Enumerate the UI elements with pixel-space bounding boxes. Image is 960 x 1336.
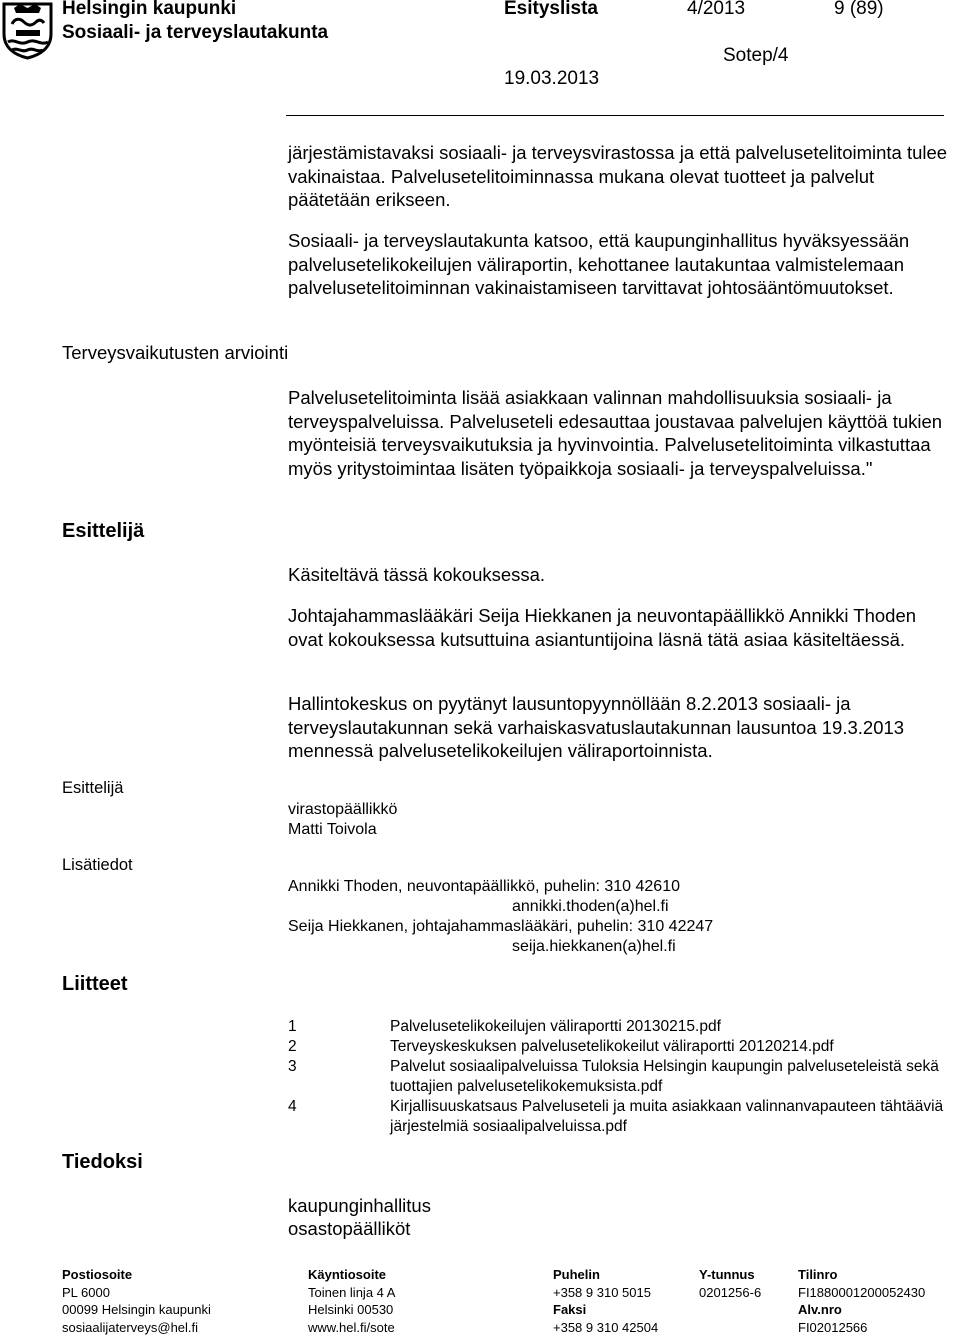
footer-account xyxy=(798,1266,925,1336)
footer-line: Toinen linja 4 A xyxy=(308,1284,395,1302)
attachment-number: 1 xyxy=(288,1017,390,1037)
page-number: 9 (89) xyxy=(834,0,884,20)
recipient: kaupunginhallitus xyxy=(288,1194,431,1217)
footer-line: Helsinki 00530 xyxy=(308,1301,395,1319)
side-heading-more-info: Lisätiedot xyxy=(62,856,133,875)
side-heading-attachments: Liitteet xyxy=(62,973,128,996)
footer-heading: Alv.nro xyxy=(798,1301,925,1319)
paragraph-6: Hallintokeskus on pyytänyt lausuntopyynnöllään 8.2.2013 sosiaali- ja terveyslautakunnan sekä varhaiskasvatuslautakunnan lausuntoa 19.3.2013 mennessä palvelusetelikokeilujen väliraportoinnista. xyxy=(288,692,948,763)
footer-visiting-address xyxy=(308,1266,395,1336)
footer-phone-number: +358 9 310 5015 xyxy=(553,1284,658,1302)
side-heading-for-information: Tiedoksi xyxy=(62,1151,143,1174)
header-divider xyxy=(286,115,944,116)
footer-heading: Y-tunnus xyxy=(699,1266,761,1284)
attachment-number: 2 xyxy=(288,1037,390,1057)
footer-line: PL 6000 xyxy=(62,1284,211,1302)
meeting-date: 19.03.2013 xyxy=(504,68,599,90)
recipient: osastopäälliköt xyxy=(288,1217,410,1240)
footer-heading: Tilinro xyxy=(798,1266,925,1284)
attachment-item[interactable] xyxy=(288,1057,958,1097)
issue-number: 4/2013 xyxy=(687,0,745,20)
footer-email[interactable]: sosiaalijaterveys@hel.fi xyxy=(62,1319,211,1336)
footer-business-id xyxy=(699,1266,761,1301)
attachment-number: 4 xyxy=(288,1097,390,1137)
attachment-title: Palvelusetelikokeilujen väliraportti 20130215.pdf xyxy=(390,1017,958,1037)
paragraph-2: Sosiaali- ja terveyslautakunta katsoo, että kaupunginhallitus hyväksyessään palvelusetelikokeilujen väliraportin, kehottanee lautakuntaa valmistelemaan palvelusetelitoiminnan vakinaistamiseen tarvittavat johtosääntömuutokset. xyxy=(288,229,948,300)
contact-email[interactable]: annikki.thoden(a)hel.fi xyxy=(512,897,669,917)
footer-line: 00099 Helsingin kaupunki xyxy=(62,1301,211,1319)
footer-heading: Faksi xyxy=(553,1301,658,1319)
side-heading-presenter-2: Esittelijä xyxy=(62,779,123,798)
side-heading-health-impact: Terveysvaikutusten arviointi xyxy=(62,342,288,364)
doc-type: Esityslista xyxy=(504,0,598,20)
footer-vat-number: FI02012566 xyxy=(798,1319,925,1336)
attachment-title: Palvelut sosiaalipalveluissa Tuloksia Helsingin kaupungin palveluseteleistä sekä tuottajien palvelusetelikokemuksista.pdf xyxy=(390,1057,958,1097)
attachment-number: 3 xyxy=(288,1057,390,1097)
contact-line: Seija Hiekkanen, johtajahammaslääkäri, puhelin: 310 42247 xyxy=(288,917,713,937)
paragraph-5: Johtajahammaslääkäri Seija Hiekkanen ja neuvontapäällikkö Annikki Thoden ovat kokouksessa kutsuttuina asiantuntijoina läsnä tätä asiaa käsiteltäessä. xyxy=(288,604,948,651)
paragraph-3: Palvelusetelitoiminta lisää asiakkaan valinnan mahdollisuuksia sosiaali- ja terveyspalveluissa. Palveluseteli edesauttaa joustavaa palvelujen käyttöä tukien myönteisiä terveysvaikutuksia ja hyvinvointia. Palvelusetelitoiminta vilkastuttaa myös yritystoimintaa lisäten työpaikkoja sosiaali- ja terveyspalveluissa." xyxy=(288,386,948,480)
contact-line: Annikki Thoden, neuvontapäällikkö, puhelin: 310 42610 xyxy=(288,877,680,897)
footer-account-number: FI1880001200052430 xyxy=(798,1284,925,1302)
contact-email[interactable]: seija.hiekkanen(a)hel.fi xyxy=(512,937,676,957)
footer-phone xyxy=(553,1266,658,1336)
footer-heading: Käyntiosoite xyxy=(308,1266,395,1284)
side-heading-presenter: Esittelijä xyxy=(62,520,144,543)
footer-postal-address xyxy=(62,1266,211,1336)
attachment-item[interactable] xyxy=(288,1017,958,1037)
footer-fax-number: +358 9 310 42504 xyxy=(553,1319,658,1336)
presenter-title: virastopäällikkö xyxy=(288,800,397,820)
footer-heading: Postiosoite xyxy=(62,1266,211,1284)
org-name: Helsingin kaupunki xyxy=(62,0,236,20)
attachment-title: Kirjallisuuskatsaus Palveluseteli ja muita asiakkaan valinnanvapauteen tähtääviä järjestelmiä sosiaalipalveluissa.pdf xyxy=(390,1097,958,1137)
paragraph-1: järjestämistavaksi sosiaali- ja terveysvirastossa ja että palvelusetelitoiminta tulee vakinaistaa. Palvelusetelitoiminnassa mukana olevat tuotteet ja palvelut päätetään erikseen. xyxy=(288,141,948,212)
attachment-title: Terveyskeskuksen palvelusetelikokeilut väliraportti 20120214.pdf xyxy=(390,1037,958,1057)
footer-website[interactable]: www.hel.fi/sote xyxy=(308,1319,395,1336)
footer-heading: Puhelin xyxy=(553,1266,658,1284)
section-code: Sotep/4 xyxy=(723,45,789,67)
attachment-list xyxy=(288,1017,958,1137)
attachment-item[interactable] xyxy=(288,1037,958,1057)
helsinki-crest-logo xyxy=(0,0,55,60)
attachment-item[interactable] xyxy=(288,1097,958,1137)
paragraph-4: Käsiteltävä tässä kokouksessa. xyxy=(288,563,948,587)
footer-business-id-value: 0201256-6 xyxy=(699,1284,761,1302)
board-name: Sosiaali- ja terveyslautakunta xyxy=(62,22,328,44)
presenter-name: Matti Toivola xyxy=(288,820,377,840)
